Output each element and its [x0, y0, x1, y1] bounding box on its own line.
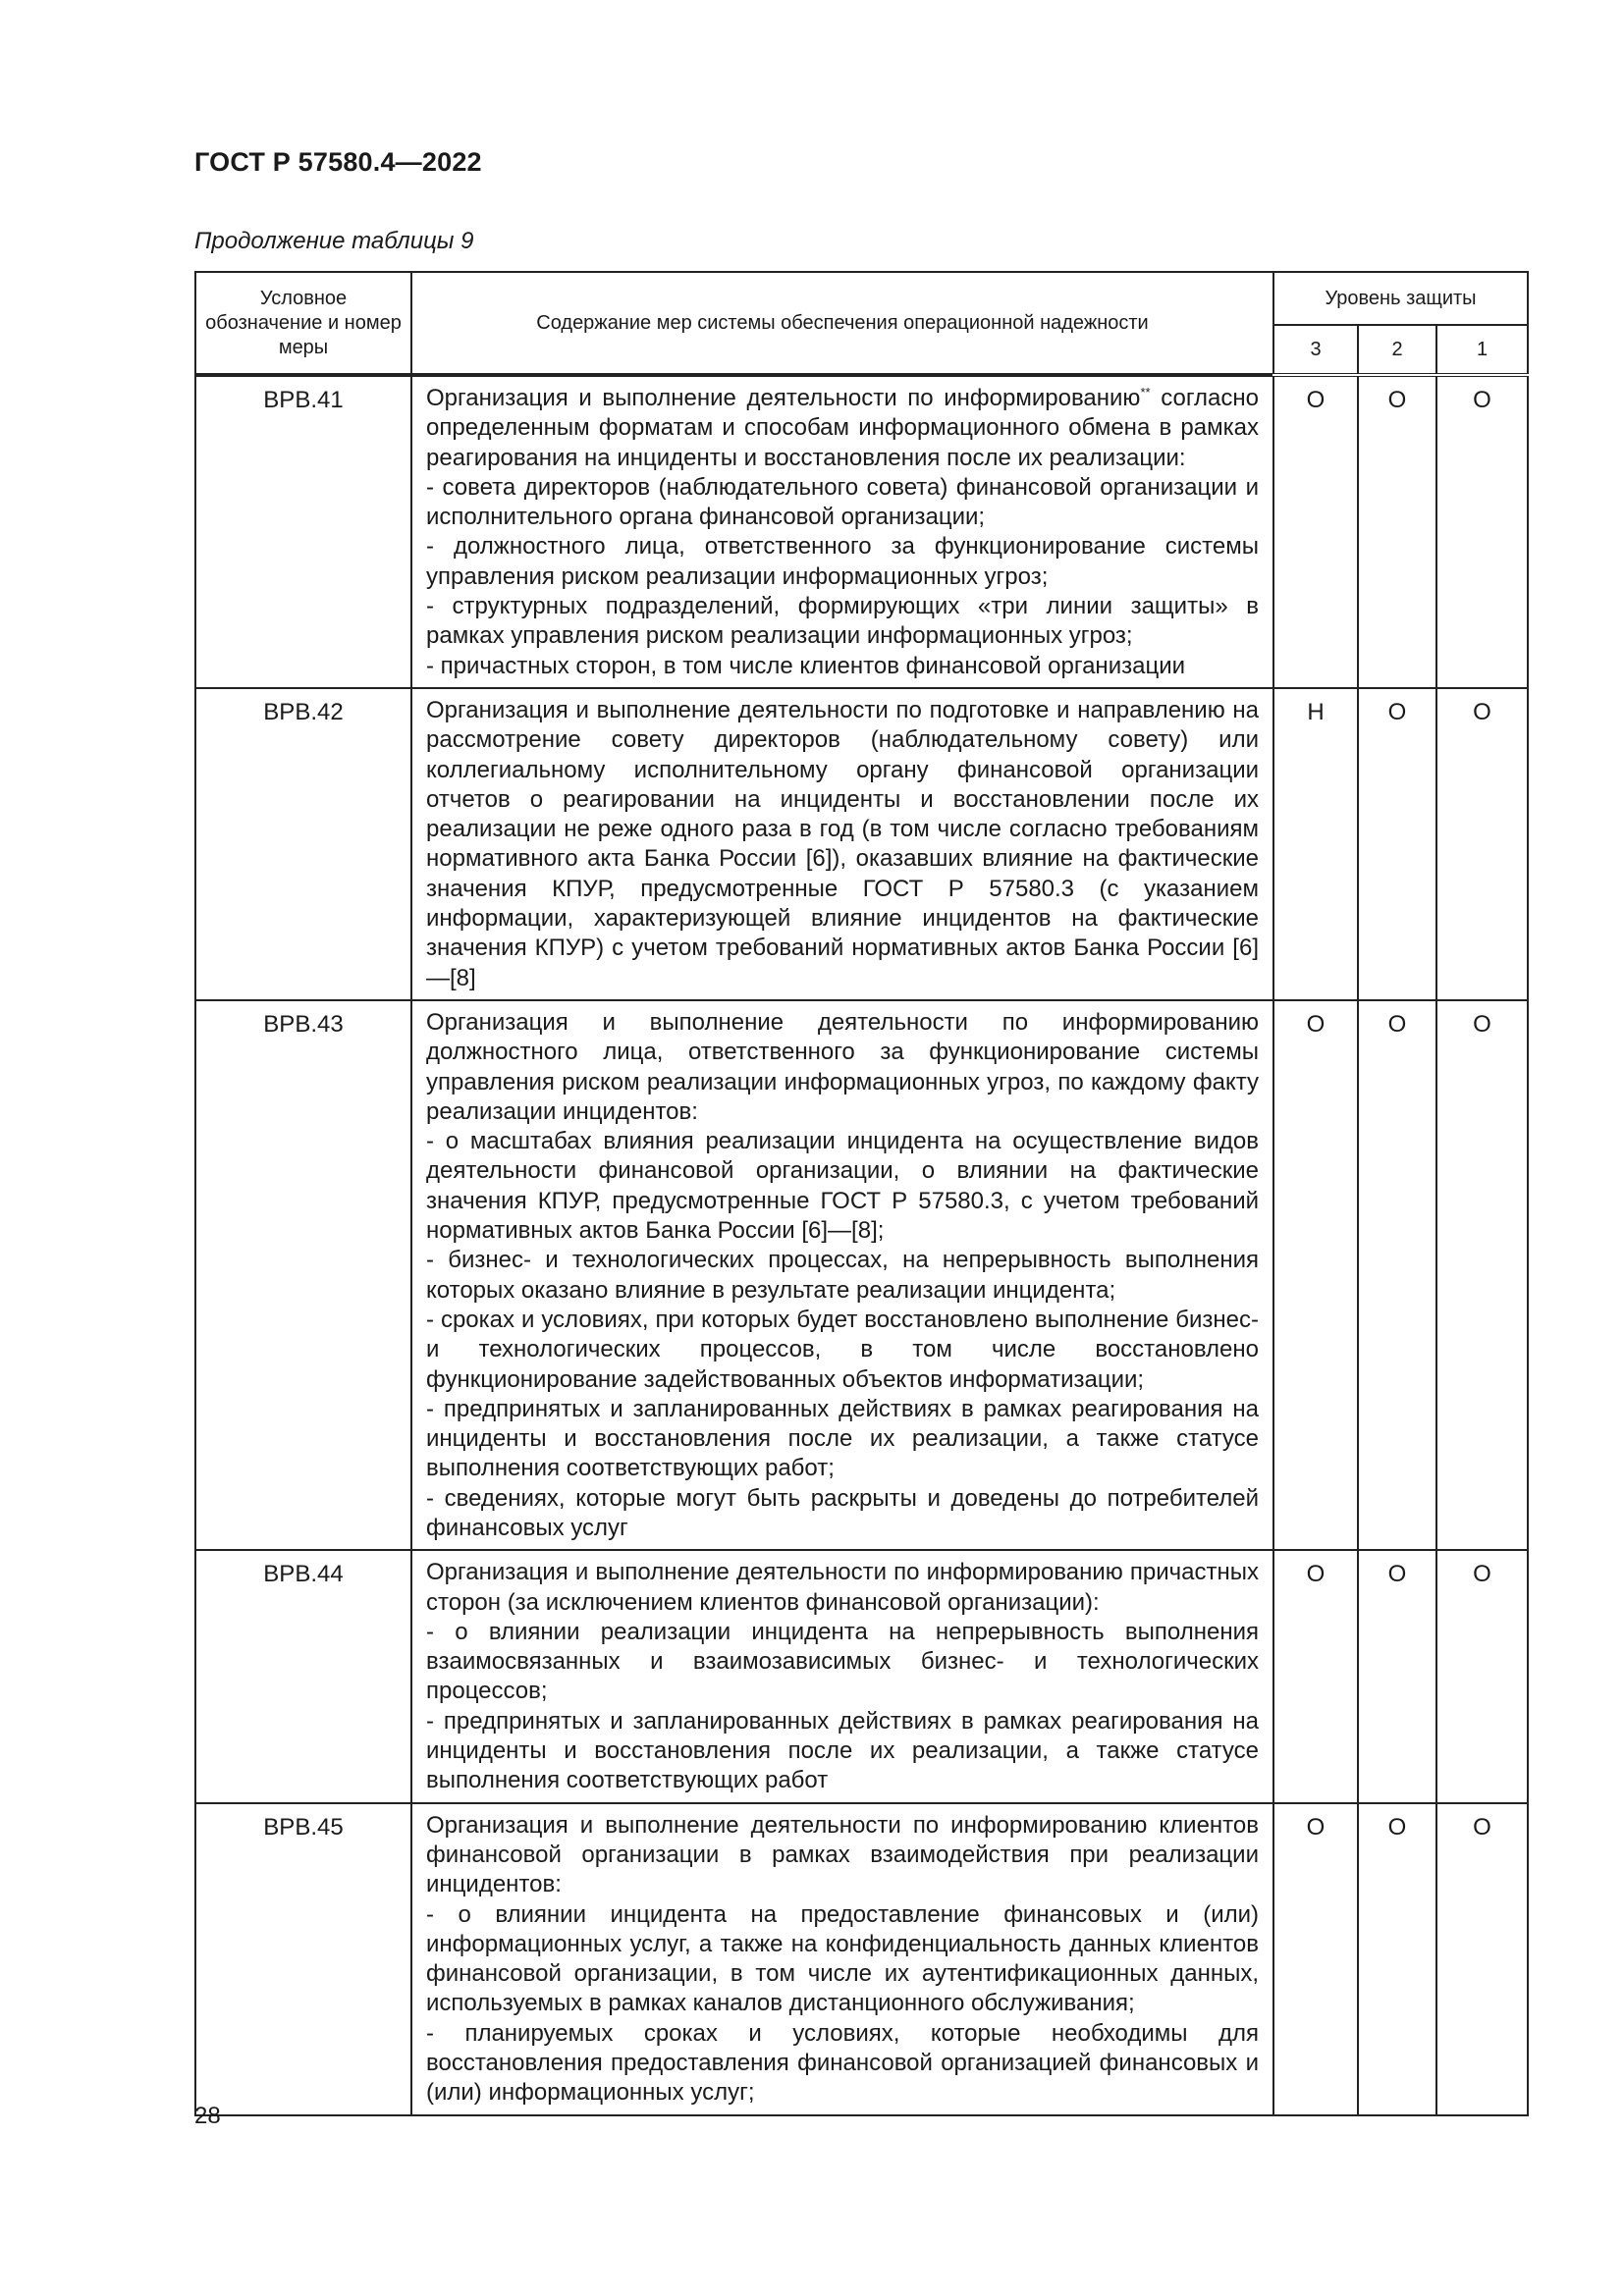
measure-item: - структурных подразделений, формирующих «три линии защиты» в рамках управления риском реализации информационных угроз;	[426, 593, 1259, 650]
document-header: ГОСТ Р 57580.4—2022	[194, 147, 482, 177]
table-row	[195, 688, 1528, 1000]
column-header-code: Условное обозначение и номер меры	[195, 272, 411, 375]
measure-intro: Организация и выполнение деятельности по информированию** согласно определенным форматам и способам информационного обмена в рамках реагирования на инциденты и восстановления после их реализации:	[426, 385, 1259, 471]
measure-code: ВРВ.41	[195, 375, 411, 688]
measure-item: - о масштабах влияния реализации инцидента на осуществление видов деятельности финансовой организации, о влиянии на фактические значения КПУР, предусмотренные ГОСТ Р 57580.3, с учетом требований нормативных актов Банка России [6]—[8];	[426, 1128, 1259, 1245]
table-row	[195, 375, 1528, 688]
measure-intro: Организация и выполнение деятельности по информированию должностного лица, ответственного за функционирование системы управления риском реализации информационных угроз, по каждому факту реализации инцидентов:	[426, 1008, 1259, 1125]
measure-code: ВРВ.42	[195, 688, 411, 1000]
measure-item: - сведениях, которые могут быть раскрыты и доведены до потребителей финансовых услуг	[426, 1484, 1259, 1541]
measure-item: - предпринятых и запланированных действиях в рамках реагирования на инциденты и восстановления после их реализации, а также статусе выполнения соответствующих работ;	[426, 1395, 1259, 1482]
level-1-value: О	[1436, 375, 1528, 688]
column-header-level-3: 3	[1273, 325, 1358, 375]
measure-item: - планируемых сроках и условиях, которые необходимы для восстановления предоставления финансовой организацией финансовых и (или) информационных услуг;	[426, 2019, 1259, 2107]
level-1-value: О	[1436, 1000, 1528, 1550]
level-1-value: О	[1436, 1550, 1528, 1802]
level-3-value: О	[1273, 1550, 1358, 1802]
measure-code: ВРВ.43	[195, 1000, 411, 1550]
level-2-value: О	[1358, 375, 1436, 688]
level-3-value: О	[1273, 1803, 1358, 2115]
table-caption: Продолжение таблицы 9	[194, 228, 474, 254]
table-row	[195, 1000, 1528, 1550]
measure-intro: Организация и выполнение деятельности по информированию клиентов финансовой организации в рамках взаимодействия при реализации инцидентов:	[426, 1811, 1259, 1898]
measure-item: - предпринятых и запланированных действиях в рамках реагирования на инциденты и восстановления после их реализации, а также статусе выполнения соответствующих работ	[426, 1707, 1259, 1794]
measure-content	[411, 1803, 1273, 2115]
measure-item: - сроках и условиях, при которых будет восстановлено выполнение бизнес- и технологических процессов, в том числе восстановлено функционирование задействованных объектов информатизации;	[426, 1306, 1259, 1393]
measure-code: ВРВ.45	[195, 1803, 411, 2115]
measure-item: - бизнес- и технологических процессах, на непрерывность выполнения которых оказано влияние в результате реализации инцидента;	[426, 1247, 1259, 1304]
measure-content	[411, 375, 1273, 688]
level-3-value: Н	[1273, 688, 1358, 1000]
column-header-protection-level: Уровень защиты	[1273, 272, 1528, 325]
measure-item: - причастных сторон, в том числе клиентов финансовой организации	[426, 652, 1186, 679]
column-header-level-2: 2	[1358, 325, 1436, 375]
measure-item: - должностного лица, ответственного за функционирование системы управления риском реализации информационных угроз;	[426, 533, 1259, 590]
measure-content	[411, 1550, 1273, 1802]
level-1-value: О	[1436, 688, 1528, 1000]
measures-table	[194, 271, 1529, 2116]
level-3-value: О	[1273, 375, 1358, 688]
measure-content	[411, 1000, 1273, 1550]
footnote-mark: **	[1140, 385, 1151, 400]
level-2-value: О	[1358, 1550, 1436, 1802]
measure-intro: Организация и выполнение деятельности по информированию причастных сторон (за исключением клиентов финансовой организации):	[426, 1559, 1259, 1616]
measure-code: ВРВ.44	[195, 1550, 411, 1802]
column-header-content: Содержание мер системы обеспечения операционной надежности	[411, 272, 1273, 375]
measure-item: - совета директоров (наблюдательного совета) финансовой организации и исполнительного органа финансовой организации;	[426, 473, 1259, 531]
page-number: 28	[194, 2103, 221, 2129]
measure-item: - о влиянии реализации инцидента на непрерывность выполнения взаимосвязанных и взаимозависимых бизнес- и технологических процессов;	[426, 1618, 1259, 1705]
column-header-level-1: 1	[1436, 325, 1528, 375]
table-row	[195, 1550, 1528, 1802]
level-3-value: О	[1273, 1000, 1358, 1550]
measure-content	[411, 688, 1273, 1000]
level-1-value: О	[1436, 1803, 1528, 2115]
level-2-value: О	[1358, 1000, 1436, 1550]
level-2-value: О	[1358, 688, 1436, 1000]
table-row	[195, 1803, 1528, 2115]
measure-item: - о влиянии инцидента на предоставление финансовых и (или) информационных услуг, а также на конфиденциальность данных клиентов финансовой организации, в том числе их аутентификационных данных, используемых в рамках каналов дистанционного обслуживания;	[426, 1900, 1259, 2017]
level-2-value: О	[1358, 1803, 1436, 2115]
measure-intro: Организация и выполнение деятельности по подготовке и направлению на рассмотрение совету директоров (наблюдательному совету) или коллегиальному исполнительному органу финансовой организации отчетов о реагировании на инциденты и восстановлении после их реализации не реже одного раза в год (в том числе согласно требованиям нормативного акта Банка России [6]), оказавших влияние на фактические значения КПУР, предусмотренные ГОСТ Р 57580.3 (с указанием информации, характеризующей влияние инцидентов на фактические значения КПУР) с учетом требований нормативных актов Банка России [6]—[8]	[426, 696, 1259, 991]
